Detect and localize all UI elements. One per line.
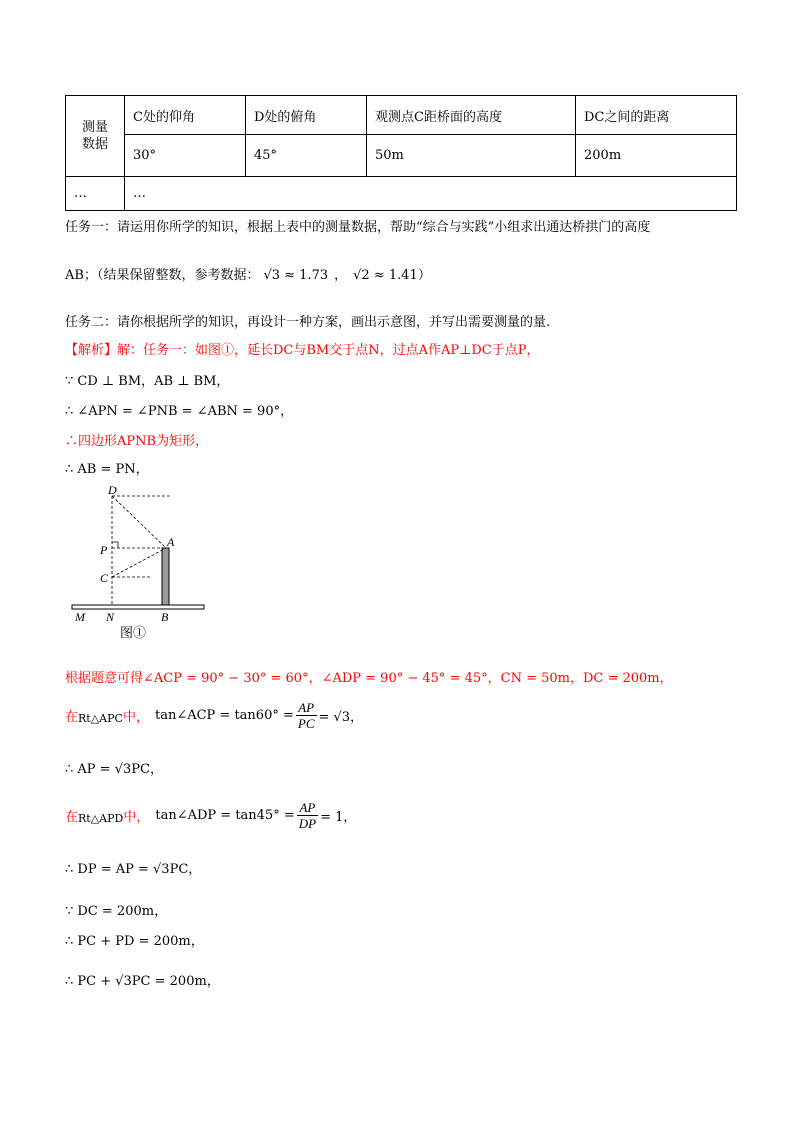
solution-line-5: ∴ AB = PN，: [65, 462, 149, 477]
fraction-ap-dp: [297, 800, 318, 831]
label-n: N: [106, 610, 115, 624]
figure-caption: 图①: [120, 625, 147, 640]
header-cell: C处的仰角: [125, 96, 246, 135]
line-da: [112, 496, 166, 548]
fraction-ap-pc: [296, 700, 317, 731]
solution-line-12: ∴ PC + PD = 200m，: [65, 934, 204, 949]
right-angle-mark: [112, 542, 118, 548]
ellipsis-cell: …: [125, 177, 737, 211]
solution-line-9-mid: 中，: [123, 810, 150, 825]
solution-line-9-end: = 1，: [320, 810, 357, 825]
header-cell: 观测点C距桥面的高度: [367, 96, 576, 135]
label-c: C: [100, 571, 109, 585]
solution-line-7: [65, 700, 363, 731]
pillar-ab: [162, 548, 169, 605]
solution-line-10: ∴ DP = AP = √3PC，: [65, 862, 202, 877]
label-p: P: [100, 543, 108, 557]
measurement-table: [65, 95, 737, 211]
solution-line-9: [65, 800, 356, 831]
header-cell: DC之间的距离: [576, 96, 737, 135]
solution-line-7-prefix: 在: [65, 710, 79, 725]
solution-line-7-mid: 中，: [122, 710, 149, 725]
header-cell: D处的俯角: [246, 96, 367, 135]
ref-sqrt2: √2 ≈ 1.41: [353, 268, 418, 283]
fraction-numerator: AP: [296, 700, 317, 716]
task1-text: 任务一：请运用你所学的知识，根据上表中的测量数据，帮助“综合与实践”小组求出通达桥拱门的高度: [65, 220, 651, 235]
task2-text: 任务二：请你根据所学的知识，再设计一种方案，画出示意图，并写出需要测量的量.: [65, 315, 551, 330]
value-cell: 45°: [246, 135, 367, 177]
solution-line-7-end: = √3，: [318, 710, 364, 725]
label-d: D: [108, 483, 117, 497]
solution-line-9-eq: tan∠ADP = tan45° =: [155, 808, 295, 823]
task1-line2: AB；（结果保留整数，参考数据： √3 ≈ 1.73 ， √2 ≈ 1.41）: [65, 268, 431, 283]
label-b: B: [161, 610, 169, 624]
solution-line-4: ∴四边形APNB为矩形，: [65, 434, 209, 449]
solution-line-6-text: 根据题意可得∠ACP = 90° − 30° = 60°，∠ADP = 90° − 45° = 45°，CN = 50m，DC = 200m，: [65, 671, 673, 686]
line-ca: [112, 548, 166, 577]
solution-line-11: ∵ DC = 200m，: [65, 904, 168, 919]
solution-line-8: ∴ AP = √3PC，: [65, 762, 163, 777]
solution-line-3: ∴ ∠APN = ∠PNB = ∠ABN = 90°，: [65, 404, 294, 419]
ref-sqrt3: √3 ≈ 1.73: [263, 268, 329, 283]
ellipsis-cell: …: [66, 177, 125, 211]
bridge-deck: [72, 605, 204, 609]
solution-line-9-prefix: 在: [65, 810, 79, 825]
solution-line-6: [65, 667, 673, 686]
value-cell: 50m: [367, 135, 576, 177]
solution-line-7-eq: tan∠ACP = tan60° =: [154, 708, 294, 723]
solution-line-13: ∴ PC + √3PC = 200m，: [65, 974, 220, 989]
task1-line2-prefix: AB；（结果保留整数，参考数据：: [65, 268, 260, 283]
value-cell: 30°: [125, 135, 246, 177]
triangle-apd: Rt△APD: [78, 812, 124, 825]
measure-label-cell: 测量 数据: [66, 96, 125, 177]
solution-line-1: 【解析】解：任务一：如图①，延长DC与BM交于点N，过点A作AP⊥DC于点P，: [65, 343, 540, 358]
geometry-figure: [68, 482, 218, 644]
triangle-apc: Rt△APC: [78, 712, 123, 725]
value-cell: 200m: [576, 135, 737, 177]
label-m: M: [75, 610, 85, 624]
fraction-numerator: AP: [297, 800, 318, 816]
fraction-denominator: DP: [298, 816, 317, 831]
task1-line2-suffix: ）: [417, 268, 431, 283]
fraction-denominator: PC: [297, 716, 315, 731]
solution-line-2: ∵ CD ⊥ BM，AB ⊥ BM，: [65, 374, 230, 389]
label-a: A: [167, 535, 175, 549]
